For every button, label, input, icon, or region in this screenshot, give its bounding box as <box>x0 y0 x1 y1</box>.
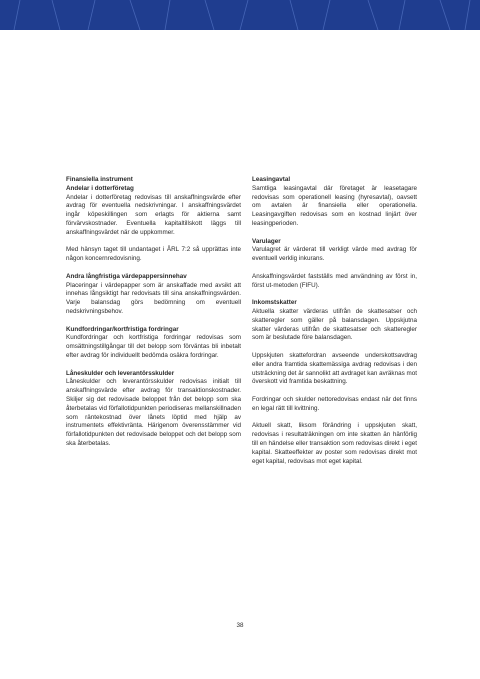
header-banner <box>0 0 480 30</box>
section-text-andelar: Andelar i dotterföretag redovisas till anskaffningsvärde efter avdrag för eventuella nedskrivningar. I anskaffningsvärdet ingår köpeskillingen som erlagts för aktierna samt förvärvskostnader. Eventuella kapitaltillskott läggs till anskaffningsvärdet när de uppkommer. <box>66 193 241 236</box>
section-text-kundfordringar: Kundfordringar och kortfristiga fordringar redovisas som omsättningstillgångar till det belopp som förväntas bli inbetalt efter avdrag för individuellt bedömda osäkra fordringar. <box>66 334 241 359</box>
section-title-varulager: Varulager <box>252 237 281 245</box>
main-title: Finansiella instrument <box>66 176 133 183</box>
section-kundfordringar <box>66 326 241 361</box>
section-title-laneskulder: Låneskulder och leverantörsskulder <box>66 369 175 377</box>
section-text-leasing: Samtliga leasingavtal där företaget är leasetagare redovisas som operationell leasing (hyresavtal), oavsett om avtalen är finansiella eller operationella. Leasingavgiften redovisas som en kostnad linjärt över leasingperioden. <box>252 184 417 227</box>
section-text-laneskulder: Låneskulder och leverantörsskulder redovisas initialt till anskaffningsvärde efter avdrag för transaktionskostnader. Skiljer sig det redovisade beloppet från det belopp som ska återbetalas vid förfallotidpunkten periodiseras mellanskillnaden som räntekostnad över lånets löptid med hjälp av instrumentets effektivränta. Härigenom överensstämmer vid förfallotidpunkten det redovisade beloppet och det belopp som ska återbetalas. <box>66 378 242 447</box>
section-title-inkomstskatter: Inkomstskatter <box>252 299 297 307</box>
section-inkomstskatter <box>252 299 417 343</box>
section-uppskjuten <box>252 352 417 387</box>
section-text-arl: Med hänsyn taget till undantaget i ÅRL 7:2 så upprättas inte någon koncernredovisning. <box>66 246 241 263</box>
left-column <box>66 176 241 458</box>
section-arl <box>66 246 241 264</box>
section-vardepapper <box>66 273 241 317</box>
section-text-fifu: Anskaffningsvärdet fastställs med användning av först in, först ut-metoden (FIFU). <box>252 272 417 289</box>
section-varulager <box>252 238 417 264</box>
section-aktuell-skatt <box>252 422 417 466</box>
section-andelar <box>66 176 241 238</box>
banner-pattern <box>0 0 480 30</box>
section-text-vardepapper: Placeringar i värdepapper som är anskaffade med avsikt att innehas långsiktigt har redovisats till sina anskaffningsvärden. Varje balansdag görs bedömning om eventuell nedskrivningsbehov. <box>66 281 241 315</box>
section-title-andelar: Andelar i dotterföretag <box>66 184 134 192</box>
section-leasing <box>252 176 417 229</box>
page-number: 38 <box>236 622 244 629</box>
section-text-uppskjuten: Uppskjuten skattefordran avseende underskottsavdrag eller andra framtida skattemässiga avdrag redovisas i den utsträckning det är sannolikt att avdraget kan avräknas mot överskott vid framtida beskattning. <box>252 351 417 386</box>
section-title-kundfordringar: Kundfordringar/kortfristiga fordringar <box>66 325 179 333</box>
section-title-vardepapper: Andra långfristiga värdepappersinnehav <box>66 272 187 280</box>
section-text-varulager: Varulagret är värderat till verkligt värde med avdrag för eventuell verklig inkurans. <box>252 246 417 263</box>
section-text-aktuell-skatt: Aktuell skatt, liksom förändring i uppskjuten skatt, redovisas i resultaträkningen om inte skatten än hänförlig till en händelse eller transaktion som redovisas direkt i eget kapital. Skatteeffekter av poster som redovisas direkt mot eget kapital, redovisas mot eget kapital. <box>252 422 417 465</box>
section-laneskulder <box>66 370 241 449</box>
section-fifu <box>252 273 417 291</box>
right-column <box>252 176 417 475</box>
section-title-leasing: Leasingavtal <box>252 176 291 183</box>
section-text-inkomstskatter: Aktuella skatter värderas utifrån de skattesatser och skatteregler som gäller på balansdagen. Uppskjutna skatter värderas utifrån de skattesatser och skatteregler som är beslutade före balansdagen. <box>252 307 417 342</box>
section-text-kvittning: Fordringar och skulder nettoredovisas endast när det finns en legal rätt till kvittning. <box>252 395 417 412</box>
section-kvittning <box>252 396 417 414</box>
